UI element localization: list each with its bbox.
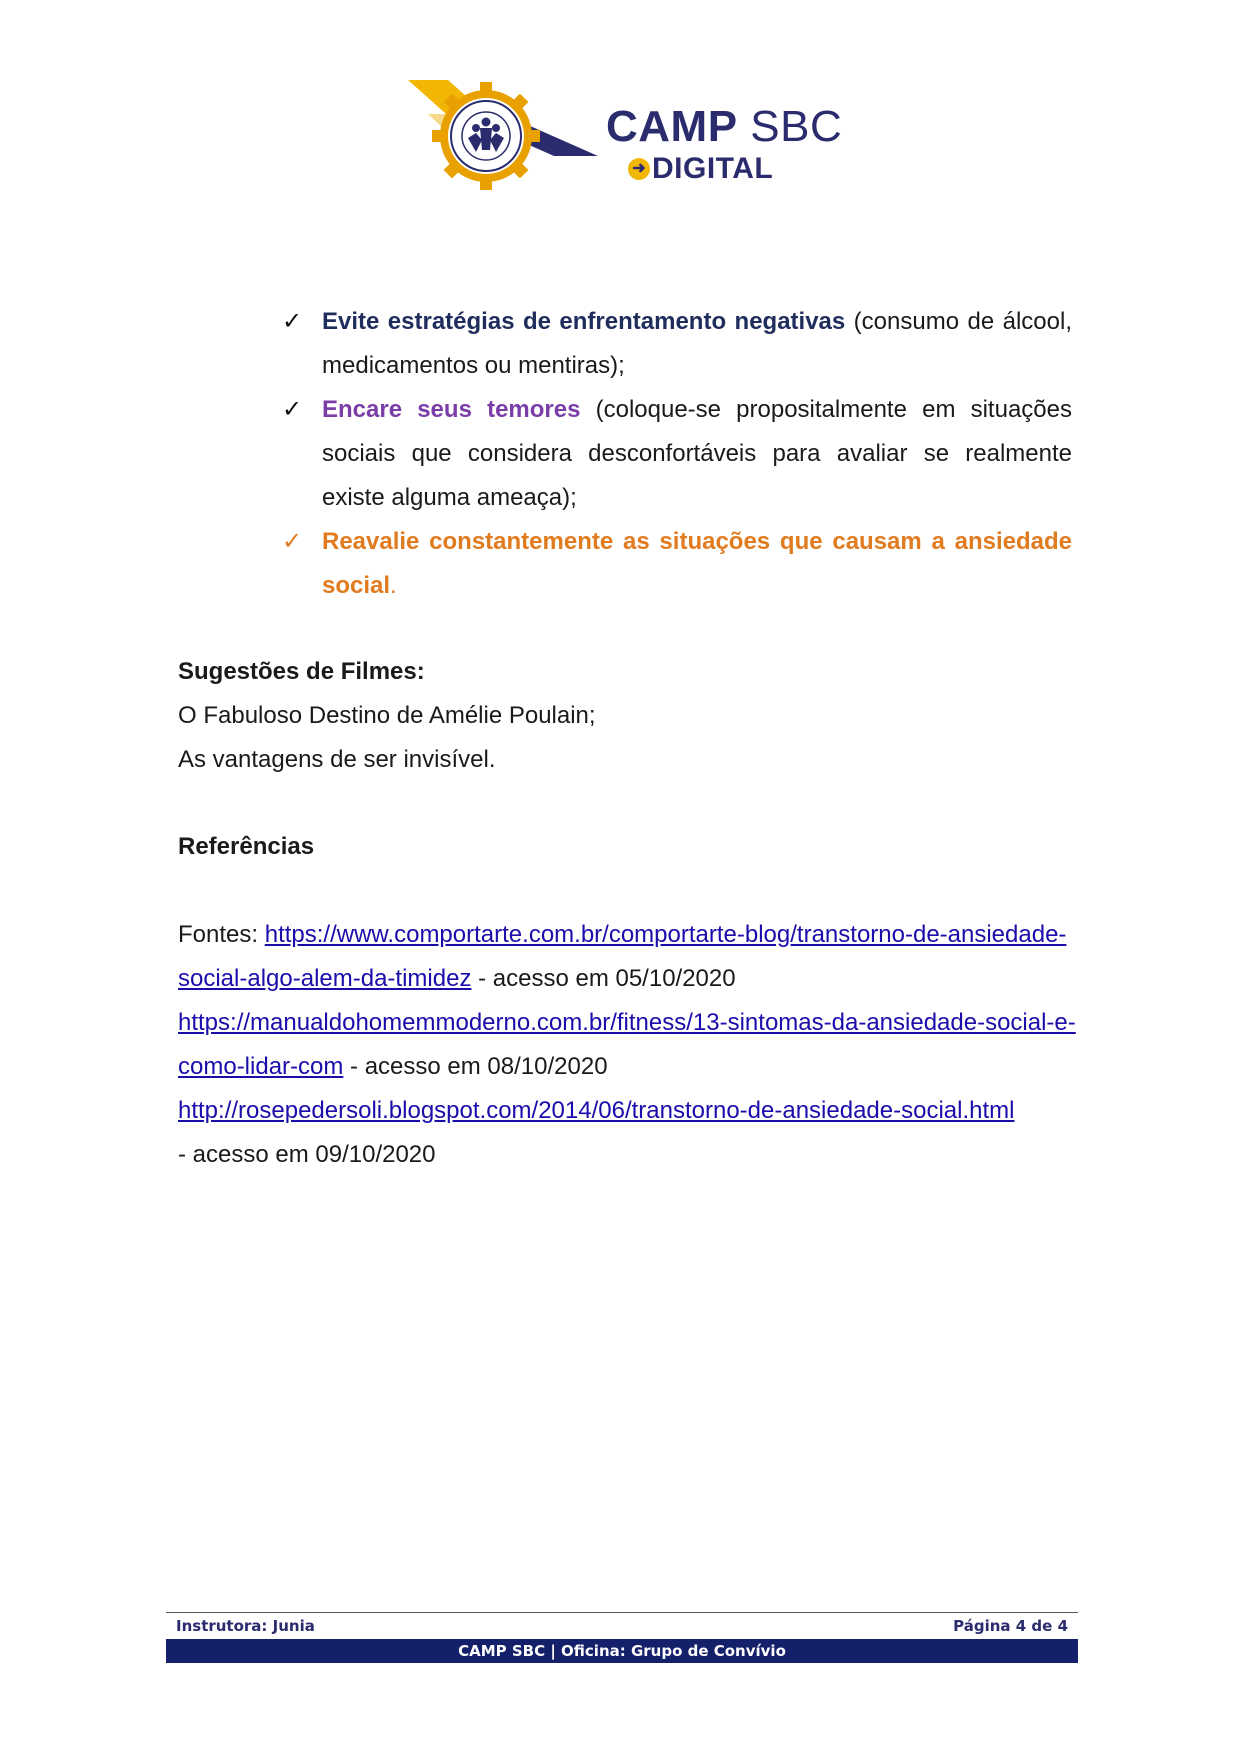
reference-link[interactable]: http://rosepedersoli.blogspot.com/2014/06/transtorno-de-ansiedade-social.html [178, 1097, 1015, 1124]
checkmark-icon: ✓ [282, 396, 303, 423]
footer-page-number: Página 4 de 4 [953, 1617, 1068, 1635]
film-item: O Fabuloso Destino de Amélie Poulain; [178, 702, 596, 729]
footer-bar: CAMP SBC | Oficina: Grupo de Convívio [166, 1639, 1078, 1663]
tip-highlight: Encare seus temores [322, 396, 581, 423]
logo-emblem-icon [408, 78, 608, 198]
tip-highlight: Reavalie constantemente as situações que causam a ansiedade social [322, 528, 1072, 599]
tip-text: (consumo de álcool, medicamentos ou mentiras); [322, 308, 1072, 379]
tip-highlight: Evite estratégias de enfrentamento negativas [322, 308, 846, 335]
camp-sbc-logo [408, 78, 848, 198]
tip-text: (coloque-se propositalmente em situações sociais que considera desconfortáveis para avaliar se realmente existe alguma ameaça); [322, 396, 1072, 511]
film-item: As vantagens de ser invisível. [178, 746, 496, 773]
reference-access-date: - acesso em 08/10/2020 [343, 1053, 608, 1080]
reference-link[interactable]: https://manualdohomemmoderno.com.br/fitness/13-sintomas-da-ansiedade-social-e-como-lidar-com [178, 1009, 1076, 1080]
arrow-right-icon: ➜ [628, 158, 650, 180]
logo-title: CAMP SBC [606, 102, 843, 151]
tip-item [282, 520, 1072, 608]
films-heading: Sugestões de Filmes: [178, 658, 425, 685]
reference-access-date: - acesso em 09/10/2020 [178, 1141, 436, 1168]
checkmark-icon: ✓ [282, 528, 303, 555]
reference-item [178, 1001, 1078, 1089]
tips-list [282, 300, 1072, 608]
reference-item [178, 913, 1078, 1001]
reference-link[interactable]: https://www.comportarte.com.br/comportarte-blog/transtorno-de-ansiedade-social-algo-alem-da-timidez [178, 921, 1067, 992]
tip-item [282, 388, 1072, 520]
reference-access-date: - acesso em 05/10/2020 [471, 965, 736, 992]
references-prefix: Fontes: [178, 921, 265, 948]
checkmark-icon: ✓ [282, 308, 303, 335]
tip-item [282, 300, 1072, 388]
footer-instructor: Instrutora: Junia [176, 1617, 315, 1635]
references-section [178, 825, 1078, 1177]
references-heading: Referências [178, 833, 315, 860]
reference-item [178, 1089, 1078, 1177]
page-footer [166, 1612, 1078, 1663]
logo-subtitle: DIGITAL [652, 152, 774, 185]
tip-text: . [390, 572, 397, 599]
films-section [178, 650, 1078, 782]
